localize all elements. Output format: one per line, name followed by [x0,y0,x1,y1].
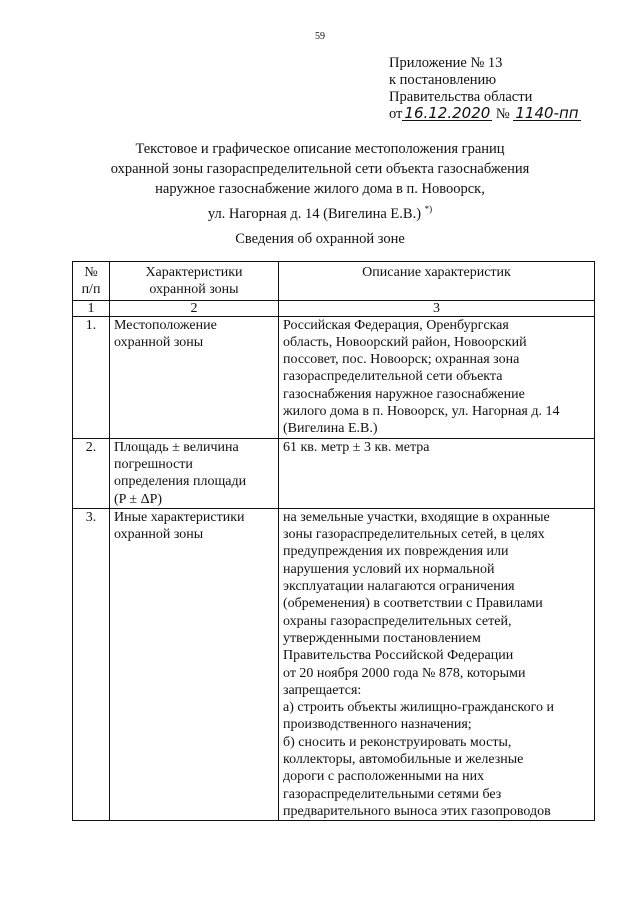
appendix-date: 16.12.2020 [404,104,491,122]
characteristic-line: определения площади [114,474,247,490]
description-line: от 20 ноября 2000 года № 878, которыми [283,665,526,681]
description-line: на земельные участки, входящие в охранные [283,509,550,525]
characteristic-line: Местоположение [114,317,217,333]
document-title [0,139,640,224]
header-num-line2: п/п [81,282,101,298]
characteristic-line: охранной зоны [114,334,204,350]
description-line: предупреждения их повреждения или [283,544,509,560]
description-line: газораспределительной сети объекта [283,369,503,385]
description-line: газораспределительными сетями без [283,786,502,802]
description-line: область, Новоорский район, Новоорский [283,334,527,350]
title-line-4-text: ул. Нагорная д. 14 (Вигелина Е.В.) [207,205,422,222]
row-description [279,438,595,508]
description-line: б) сносить и реконструировать мосты, [283,734,512,750]
description-line: Российская Федерация, Оренбургская [283,317,509,333]
description-line: (Вигелина Е.В.) [283,421,378,437]
appendix-line-1: Приложение № 13 [389,55,503,71]
row-description [279,508,595,820]
description-line: зоны газораспределительных сетей, в целях [283,527,545,543]
col-number-3: 3 [279,300,595,316]
page-number: 59 [315,31,325,42]
appendix-number: 1140-пп [515,104,579,122]
zone-table [72,261,595,821]
description-line: а) строить объекты жилищно-гражданского и [283,700,554,716]
row-characteristic [110,316,279,438]
header-num [73,262,110,301]
col-number-1: 1 [73,300,110,316]
title-footnote-mark: *) [424,204,433,214]
description-line: нарушения условий их нормальной [283,561,495,577]
description-line: (обременения) в соответствии с Правилами [283,596,543,612]
appendix-line-2: к постановлению [389,72,497,88]
description-line: жилого дома в п. Новоорск, ул. Нагорная д. 14 [283,404,560,420]
row-characteristic [110,438,279,508]
row-number: 1. [73,316,110,438]
description-line: утвержденными постановлением [283,630,481,646]
col-number-2: 2 [110,300,279,316]
description-line: коллекторы, автомобильные и железные [283,752,524,768]
header-description: Описание характеристик [279,262,595,301]
appendix-line-3: Правительства области [389,89,533,105]
header-characteristics [110,262,279,301]
section-subtitle: Сведения об охранной зоне [235,231,405,247]
title-line-2: охранной зоны газораспределительной сети объекта газоснабжения [110,161,530,177]
characteristic-line: Площадь ± величина [114,439,239,455]
title-line-1: Текстовое и графическое описание местоположения границ [135,141,505,157]
header-char-line2: охранной зоны [149,282,239,298]
description-line: поссовет, пос. Новоорск; охранная зона [283,352,520,368]
header-char-line1: Характеристики [145,265,243,280]
characteristic-line: охранной зоны [114,527,204,543]
row-number: 2. [73,438,110,508]
row-number: 3. [73,508,110,820]
description-line: производственного назначения; [283,717,472,733]
appendix-line-4 [389,106,581,123]
table-row [73,508,595,820]
characteristic-line: (P ± ΔP) [114,491,163,507]
header-num-line1: № [84,265,98,280]
table-body [73,316,595,821]
appendix-from: от [389,106,403,122]
title-line-3: наружное газоснабжение жилого дома в п. Новоорск, [155,181,485,197]
description-line: предварительного выноса этих газопроводов [283,803,551,819]
table-header-row [73,262,595,301]
characteristic-line: погрешности [114,456,193,472]
description-line: газоснабжения наружное газоснабжение [283,386,525,402]
row-description [279,316,595,438]
description-line: 61 кв. метр ± 3 кв. метра [283,439,430,455]
appendix-block [389,55,581,123]
description-line: запрещается: [283,682,362,698]
description-line: дороги с расположенными на них [283,769,485,785]
description-line: Правительства Российской Федерации [283,648,514,664]
appendix-no-sign: № [495,106,510,122]
description-line: эксплуатации налагаются ограничения [283,579,515,595]
title-line-4 [0,199,640,224]
description-line: охраны газораспределительных сетей, [283,613,512,629]
table-row [73,316,595,438]
characteristic-line: Иные характеристики [114,509,245,525]
table-row [73,438,595,508]
column-number-row [73,300,595,316]
row-characteristic [110,508,279,820]
